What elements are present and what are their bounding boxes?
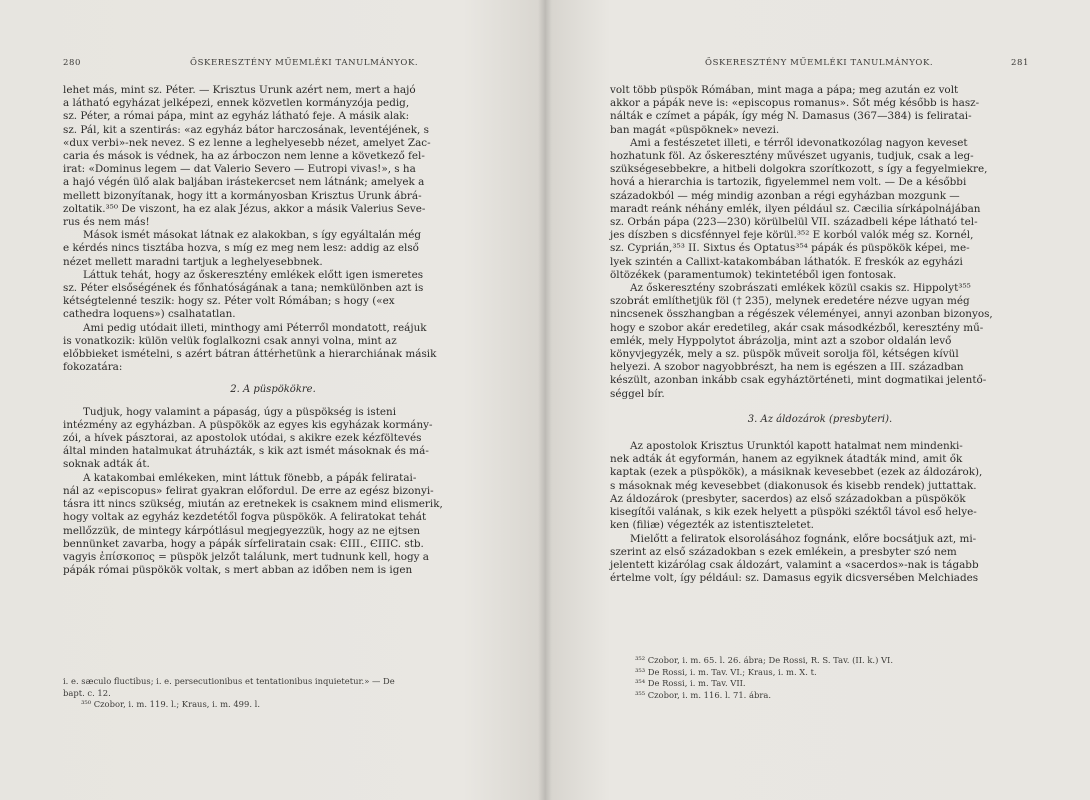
text-line: Az áldozárok (presbyter, sacerdos) az első századokban a püspökök <box>610 492 966 505</box>
book-gutter <box>538 0 552 800</box>
text-line: volt több püspök Rómában, mint maga a pápa; meg azután ez volt <box>610 84 959 96</box>
text-line: kétségtelenné teszik: hogy sz. Péter volt Rómában; s hogy («ex <box>63 295 395 308</box>
footnote: i. e. sæculo fluctibus; i. e. persecutionibus et tentationibus inquietetur.» — De <box>63 676 395 686</box>
text-line: öltözékek (paramentumok) tekintetéből igen fontosak. <box>610 268 897 281</box>
section-heading: 2. A püspökökre. <box>230 384 316 396</box>
text-line: Tudjuk, hogy valamint a pápaság, úgy a püspökség is isteni <box>83 405 397 418</box>
text-line: nálták e czímet a pápák, így még N. Damasus (367—384) is feliratai- <box>610 110 972 123</box>
text-line: sz. Orbán pápa (223—230) körülbelül VII. századbeli képe látható tel- <box>610 216 978 229</box>
text-line: Az őskeresztény szobrászati emlékek közül csakis sz. Hippolyt³⁵⁵ <box>630 282 971 295</box>
text-line: «dux verbi»-nek nevez. S ez lenne a leghelyesebb nézet, amelyet Zac- <box>63 136 431 149</box>
footnote: ³⁵⁰ Czobor, i. m. 119. l.; Kraus, i. m. 499. l. <box>81 699 260 709</box>
text-line: nézet mellett maradni tartjuk a leghelyesebbnek. <box>63 255 323 268</box>
text-line: fokozatára: <box>63 361 123 374</box>
text-line: Mások ismét másokat látnak ez alakokban, s így egyáltalán még <box>83 229 422 242</box>
text-line: maradt reánk néhány emlék, ilyen például sz. Cæcilia sírkápolnájában <box>610 202 981 215</box>
text-line: zói, a hívek pásztorai, az apostolok utódai, s akikre ezek kézföltevés <box>63 432 422 445</box>
text-line: szerint az első századokban s ezek emlékein, a presbyter szó nem <box>610 545 957 558</box>
footnote: ³⁵² Czobor, i. m. 65. l. 26. ábra; De Rossi, R. S. Tav. (II. k.) VI. <box>635 655 894 665</box>
footnote: ³⁵⁵ Czobor, i. m. 116. l. 71. ábra. <box>635 689 771 700</box>
text-line: lyek szintén a Callixt-katakombában láthatók. E freskók az egyházi <box>610 255 963 268</box>
text-line: bennünket zavarba, hogy a pápák sírfeliratain csak: ЄIII., ЄIIIC. stb. <box>63 537 424 550</box>
text-line: szükségesebbekre, a hitbeli dolgokra szorítkozott, s így a fegyelmiekre, <box>610 163 988 176</box>
text-line: Ami pedig utódait illeti, minthogy ami Péterről mondatott, reájuk <box>83 321 427 334</box>
text-line: helyezi. A szobor nagyobbrészt, ha nem is egészen a III. században <box>610 361 964 374</box>
text-line: Az apostolok Krisztus Urunktól kapott hatalmat nem mindenki- <box>630 440 963 453</box>
text-line: séggel bír. <box>610 387 665 400</box>
text-line: cathedra loquens») csalhatatlan. <box>63 308 236 321</box>
text-line: caria és mások is védnek, ha az árboczon nem lenne a következő fel- <box>63 150 425 163</box>
right-page <box>545 0 1090 800</box>
text-line: hozhatunk föl. Az őskeresztény művészet ugyanis, tudjuk, csak a leg- <box>610 150 974 163</box>
text-line: A katakombai emlékeken, mint láttuk fönebb, a pápák feliratai- <box>83 471 417 484</box>
text-line: intézmény az egyházban. A püspökök az egyes kis egyházak kormány- <box>63 418 433 431</box>
text-line: hogy voltak az egyház kezdetétől fogva püspökök. A feliratokat tehát <box>63 511 427 524</box>
text-line: jelentett kizárólag csak áldozárt, valamint a «sacerdos»-nak is tágabb <box>610 558 979 571</box>
text-line: hová a hierarchia is tartozik, figyelemmel nem volt. — De a későbbi <box>610 176 967 189</box>
text-line: irat: «Dominus legem — dat Valerio Severo — Eutropi vivas!», s ha <box>63 163 416 176</box>
footnotes <box>635 655 1025 701</box>
text-line: a látható egyházat jelképezi, ennek közvetlen kormányzója pedig, <box>63 97 410 110</box>
text-line: jes díszben s dicsfénnyel feje körül.³⁵² E korból valók még sz. Kornél, <box>610 229 974 242</box>
text-line: értelme volt, így például: sz. Damasus egyik dicsversében Melchiades <box>610 572 979 585</box>
text-line: zoltatik.³⁵⁰ De viszont, ha ez alak Jézus, akkor a másik Valerius Seve- <box>63 202 426 215</box>
text-line: sz. Péter, a római pápa, mint az egyház látható feje. A másik alak: <box>63 110 410 123</box>
page-number: 281 <box>1011 58 1030 68</box>
text-line: kisegítői valának, s kik ezek helyett a püspöki széktől távol eső helye- <box>610 506 977 519</box>
text-line: által minden hatalmukat átruházták, s kik azt ismét másoknak és má- <box>63 445 429 458</box>
text-line: ban magát «püspöknek» nevezi. <box>610 123 780 136</box>
text-line: sz. Pál, kit a szentirás: «az egyház bátor harczosának, leventéjének, s <box>63 123 429 136</box>
footnotes <box>63 676 483 711</box>
footnote: ³⁵³ De Rossi, i. m. Tav. VI.; Kraus, i. m. X. t. <box>635 666 817 677</box>
text-line: Mielőtt a feliratok elsorolásához fognánk, előre bocsátjuk azt, mi- <box>630 532 977 545</box>
text-line: előbbieket ismételni, s azért bátran áttérhetünk a hierarchiának másik <box>63 348 437 361</box>
text-line: Ami a festészetet illeti, e térről idevonatkozólag nagyon keveset <box>630 136 968 149</box>
text-line: pápák római püspökök voltak, s mert abban az időben nem is igen <box>63 564 413 577</box>
text-line: lehet más, mint sz. Péter. — Krisztus Urunk azért nem, mert a hajó <box>63 84 416 96</box>
footnote: bapt. c. 12. <box>63 687 111 698</box>
text-line: e kérdés nincs tisztába hozva, s míg ez meg nem lesz: addig az első <box>63 242 419 255</box>
text-line: hogy e szobor akár eredetileg, akár csak másodkézből, keresztény mű- <box>610 321 984 334</box>
text-line: rus és nem más! <box>63 216 150 229</box>
page-number: 280 <box>63 58 82 68</box>
text-line: akkor a pápák neve is: «episcopus romanus». Sőt még később is hasz- <box>610 97 980 110</box>
text-line: könyvjegyzék, mely a sz. püspök műveit sorolja föl, kétségen kívül <box>610 348 959 361</box>
text-line: soknak adták át. <box>63 458 150 471</box>
text-line: mellőzzük, de mintegy kárpótlásul megjegyezzük, hogy az ne ejtsen <box>63 524 421 537</box>
body-text <box>63 84 483 577</box>
text-line: mellett bizonyítanak, hogy itt a kormányosban Krisztus Urunk ábrá- <box>63 189 422 202</box>
text-line: nál az «episcopus» felirat gyakran előfordul. De erre az egész bizonyi- <box>63 484 434 497</box>
text-line: is vonatkozik: külön velük foglalkozni csak annyi volna, mint az <box>63 334 397 347</box>
text-line: századokból — még mindig azonban a régi egyházban mozgunk — <box>610 189 960 202</box>
text-line: a hajó végén ülő alak baljában irástekercset nem látnánk; amelyek a <box>63 176 425 189</box>
body-text <box>610 84 1030 585</box>
text-line: s másoknak még kevesebbet (diakonusok és kisebb rendek) juttattak. <box>610 479 977 492</box>
running-title: ŐSKERESZTÉNY MŰEMLÉKI TANULMÁNYOK. <box>705 58 934 68</box>
text-line: nek adták át egyformán, hanem az egyiknek átadták mind, amit ők <box>610 453 963 466</box>
section-heading: 3. Az áldozárok (presbyteri). <box>747 413 893 425</box>
text-line: kaptak (ezek a püspökök), a másiknak kevesebbet (ezek az áldozárok), <box>610 466 983 479</box>
text-line: emlék, mely Hyppolytot ábrázolja, mint azt a szobor oldalán levő <box>610 334 952 347</box>
text-line: készült, azonban inkább csak egyháztörténeti, mint dogmatikai jelentő- <box>610 374 987 387</box>
footnote: ³⁵⁴ De Rossi, i. m. Tav. VII. <box>635 678 746 688</box>
text-line: tásra itt nincs szükség, miután az eretnekek is csaknem mind elismerik, <box>63 498 443 511</box>
text-line: sz. Péter elsőségének és főnhatóságának a tana; nemkülönben azt is <box>63 282 424 295</box>
text-line: ken (filiæ) végezték az istentiszteletet. <box>610 519 814 532</box>
text-line: vagyis ἐπίσκοπος = püspök jelzőt találunk, mert tudnunk kell, hogy a <box>63 550 429 563</box>
text-line: sz. Cyprián,³⁵³ II. Sixtus és Optatus³⁵⁴ pápák és püspökök képei, me- <box>610 242 970 255</box>
text-line: Láttuk tehát, hogy az őskeresztény emlékek előtt igen ismeretes <box>83 268 424 281</box>
running-title: ŐSKERESZTÉNY MŰEMLÉKI TANULMÁNYOK. <box>190 58 419 68</box>
text-line: nincsenek összhangban a régészek véleményei, annyi azonban bizonyos, <box>610 308 993 321</box>
text-line: szobrát említhetjük föl († 235), melynek eredetére nézve ugyan még <box>610 295 970 308</box>
